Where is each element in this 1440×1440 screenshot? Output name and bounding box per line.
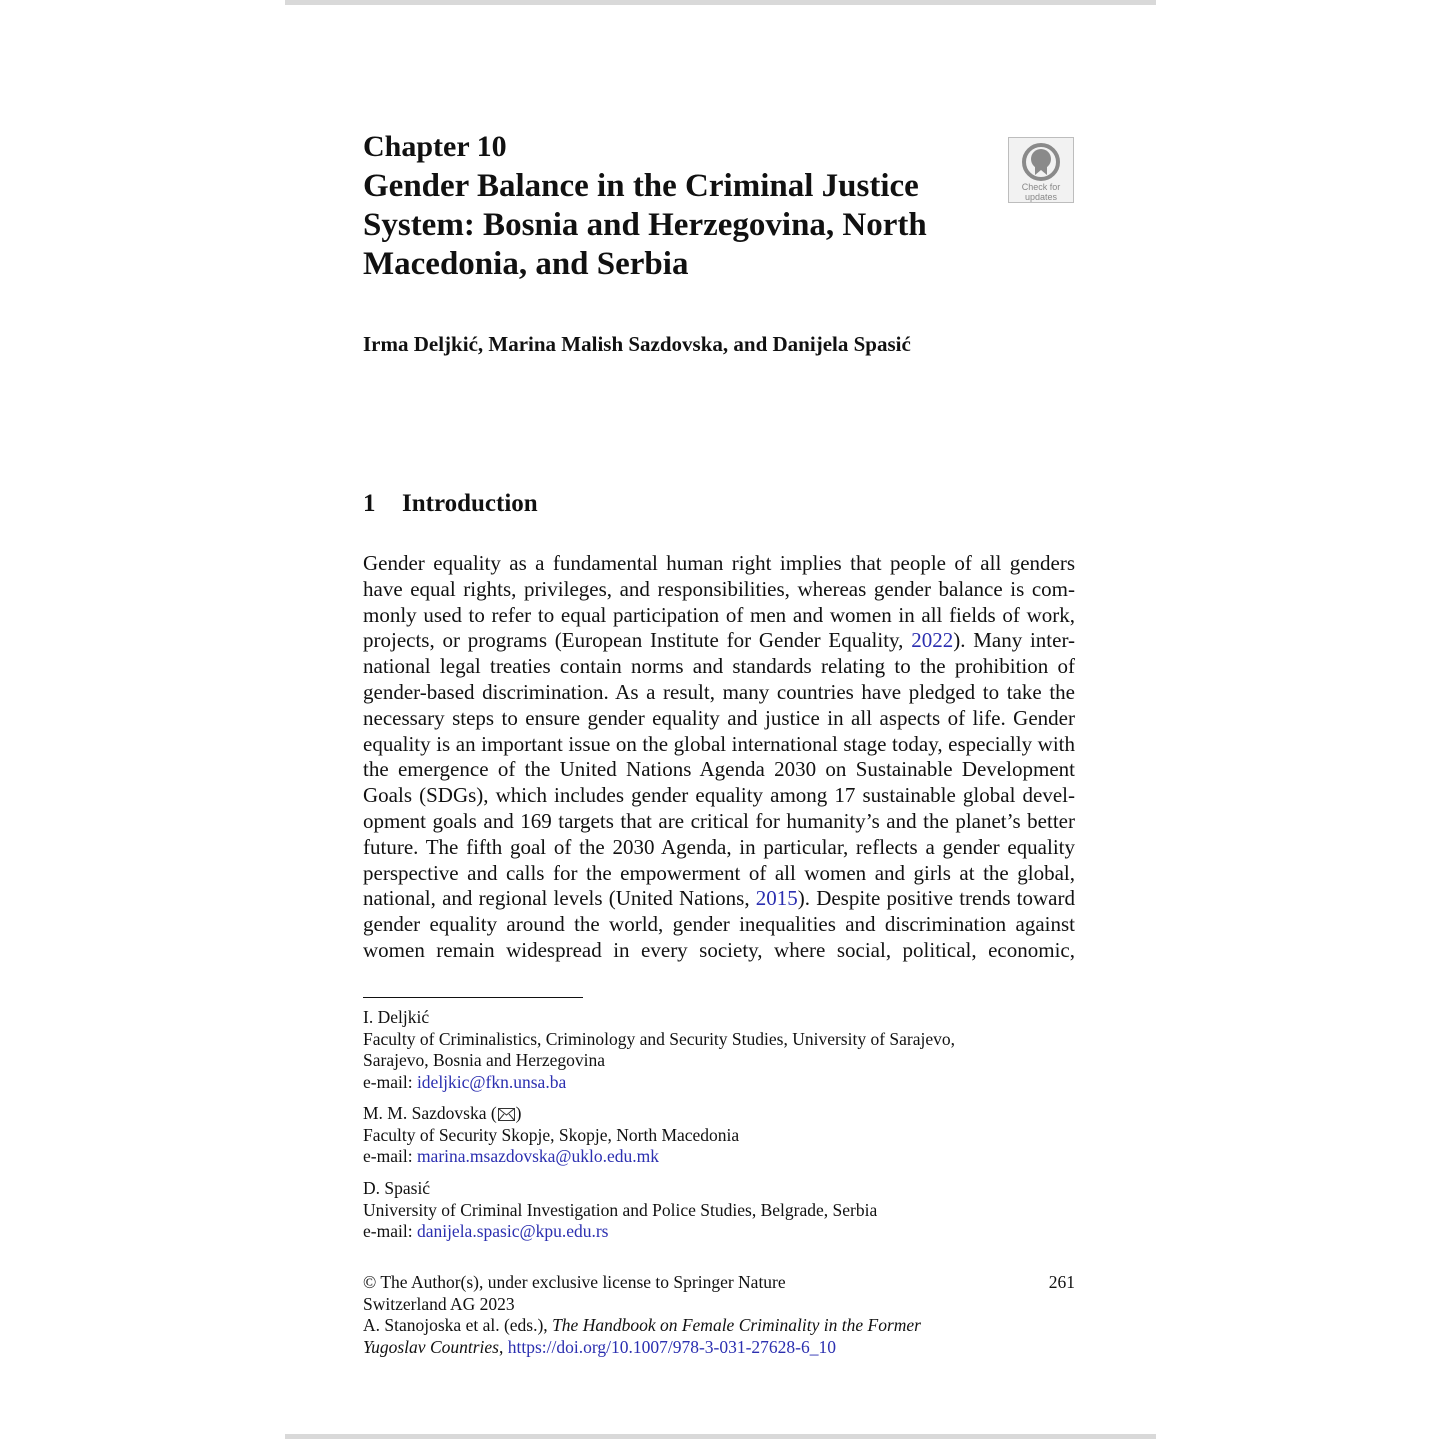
body-paragraph bbox=[363, 551, 1075, 964]
editors: A. Stanojoska et al. (eds.), bbox=[363, 1315, 553, 1335]
affiliation-name: D. Spasić bbox=[363, 1178, 431, 1198]
citation-link-2015[interactable]: 2015 bbox=[755, 886, 798, 911]
affiliation-email-row bbox=[363, 1221, 877, 1243]
book-title: Yugoslav Countries bbox=[363, 1336, 499, 1357]
affiliation-name-row bbox=[363, 1103, 739, 1125]
doi-link[interactable]: https://doi.org/10.1007/978-3-031-27628-6_10 bbox=[507, 1336, 837, 1357]
chapter-title-line: System: Bosnia and Herzegovina, North bbox=[363, 207, 927, 243]
affiliation-line: Sarajevo, Bosnia and Herzegovina bbox=[363, 1050, 606, 1070]
email-link[interactable]: ideljkic@fkn.unsa.ba bbox=[416, 1071, 567, 1092]
affiliation-line: Faculty of Security Skopje, Skopje, North Macedonia bbox=[363, 1124, 740, 1145]
copyright-line: Switzerland AG 2023 bbox=[363, 1293, 515, 1314]
footnote-divider bbox=[363, 997, 583, 998]
page-bottom-edge bbox=[285, 1434, 1156, 1439]
chapter-title bbox=[363, 167, 983, 284]
citation-line bbox=[363, 1315, 1075, 1337]
text-line: future. The fifth goal of the 2030 Agenda, in particular, reflects a gender equality bbox=[363, 834, 1075, 859]
text-line: the emergence of the United Nations Agenda 2030 on Sustainable Development bbox=[363, 757, 1075, 782]
affiliation-sazdovska bbox=[363, 1103, 739, 1168]
book-title: The Handbook on Female Criminality in the Former bbox=[552, 1315, 921, 1335]
citation-line bbox=[363, 1337, 1075, 1359]
envelope-icon[interactable] bbox=[498, 1108, 515, 1121]
affiliation-line: Faculty of Criminalistics, Criminology and Security Studies, University of Sarajevo, bbox=[363, 1028, 956, 1049]
text-line: opment goals and 169 targets that are critical for humanity’s and the planet’s better bbox=[363, 808, 1075, 833]
copyright-block bbox=[363, 1272, 1075, 1358]
text-line: have equal rights, privileges, and responsibilities, whereas gender balance is com- bbox=[363, 576, 1075, 601]
text-line: women remain widespread in every society, where social, political, economic, bbox=[363, 937, 1075, 962]
check-for-updates-badge[interactable] bbox=[1008, 137, 1074, 203]
chapter-label: Chapter 10 bbox=[363, 130, 507, 163]
text-line: Goals (SDGs), which includes gender equality among 17 sustainable global devel- bbox=[363, 783, 1075, 808]
affiliation-name-close: ) bbox=[515, 1103, 522, 1123]
text-line bbox=[363, 628, 1075, 654]
copyright-line: © The Author(s), under exclusive license to Springer Nature bbox=[363, 1272, 786, 1292]
citation-link-2022[interactable]: 2022 bbox=[911, 628, 954, 653]
section-number: 1 bbox=[363, 490, 376, 517]
text-line: Gender equality as a fundamental human right implies that people of all genders bbox=[363, 551, 1075, 575]
page-number: 261 bbox=[1048, 1272, 1075, 1292]
affiliation-deljkic bbox=[363, 1007, 955, 1093]
text-line: equality is an important issue on the global international stage today, especially with bbox=[363, 731, 1075, 756]
email-link[interactable]: marina.msazdovska@uklo.edu.mk bbox=[416, 1146, 660, 1166]
text-fragment: projects, or programs (European Institute for Gender Equality, bbox=[363, 628, 912, 653]
email-label: e-mail: bbox=[363, 1071, 417, 1092]
text-line: gender equality around the world, gender inequalities and discrimination against bbox=[363, 912, 1075, 937]
affiliation-name: I. Deljkić bbox=[363, 1007, 430, 1027]
section-title: Introduction bbox=[402, 490, 538, 517]
text-line: monly used to refer to equal participation of men and women in all fields of work, bbox=[363, 602, 1075, 627]
text-line: necessary steps to ensure gender equality and justice in all aspects of life. Gender bbox=[363, 705, 1075, 730]
affiliation-name: M. M. Sazdovska ( bbox=[363, 1103, 497, 1123]
text-fragment: national, and regional levels (United Nations, bbox=[363, 886, 756, 911]
section-heading bbox=[363, 488, 538, 520]
email-link[interactable]: danijela.spasic@kpu.edu.rs bbox=[416, 1221, 609, 1241]
text-line: gender-based discrimination. As a result, many countries have pledged to take the bbox=[363, 679, 1075, 704]
author-list: Irma Deljkić, Marina Malish Sazdovska, and Danijela Spasić bbox=[363, 332, 911, 356]
crossmark-text-2: updates bbox=[1024, 192, 1058, 202]
affiliation-spasic bbox=[363, 1178, 877, 1243]
crossmark-icon bbox=[1021, 142, 1061, 182]
page-top-edge bbox=[285, 0, 1156, 5]
chapter-title-line: Macedonia, and Serbia bbox=[363, 246, 689, 282]
email-label: e-mail: bbox=[363, 1221, 417, 1241]
text-line bbox=[363, 886, 1075, 912]
crossmark-text-1: Check for bbox=[1021, 182, 1061, 192]
text-line: national legal treaties contain norms and standards relating to the prohibition of bbox=[363, 654, 1075, 679]
email-label: e-mail: bbox=[363, 1146, 417, 1166]
text-fragment: ). Many inter- bbox=[953, 628, 1076, 653]
chapter-title-line: Gender Balance in the Criminal Justice bbox=[363, 168, 919, 204]
separator: , bbox=[498, 1336, 508, 1357]
text-fragment: ). Despite positive trends toward bbox=[797, 886, 1075, 911]
affiliation-email-row bbox=[363, 1146, 739, 1168]
text-line: perspective and calls for the empowerment of all women and girls at the global, bbox=[363, 860, 1075, 885]
affiliation-email-row bbox=[363, 1072, 955, 1094]
affiliation-line: University of Criminal Investigation and Police Studies, Belgrade, Serbia bbox=[363, 1199, 878, 1220]
